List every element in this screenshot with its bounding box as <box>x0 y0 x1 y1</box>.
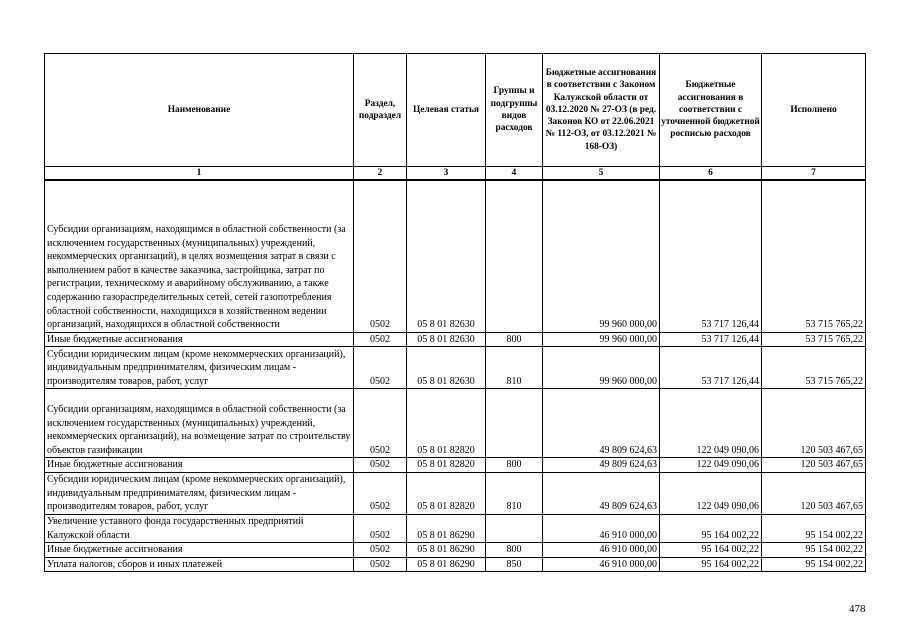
row-executed: 95 154 002,22 <box>762 557 866 572</box>
row-article: 05 8 01 82630 <box>407 347 486 389</box>
row-executed: 120 503 467,65 <box>762 389 866 458</box>
row-name: Иные бюджетные ассигнования <box>45 458 354 473</box>
row-name: Субсидии организациям, находящимся в областной собственности (за исключением государственных (муниципальных) учреждений, некоммерческих организаций), в целях возмещения затрат в связи с выполнением работ в качестве заказчика, застройщика, затрат по регистрации, техническому и аварийному обслуживанию, а также содержанию газораспределительных сетей, сетей газопотребления областной собственности, находящихся в хозяйственном ведении организаций, находящихся в областной собственности <box>45 180 354 332</box>
header-name: Наименование <box>45 54 354 167</box>
table-row <box>45 180 866 332</box>
row-name: Иные бюджетные ассигнования <box>45 332 354 347</box>
row-article: 05 8 01 86290 <box>407 514 486 542</box>
row-section: 0502 <box>354 180 407 332</box>
table-row <box>45 458 866 473</box>
row-refined-amount: 122 049 090,06 <box>660 389 762 458</box>
row-section: 0502 <box>354 472 407 514</box>
row-law-amount: 49 809 624,63 <box>543 389 660 458</box>
header-expense-group: Группы и подгруппы видов расходов <box>486 54 543 167</box>
row-section: 0502 <box>354 389 407 458</box>
row-section: 0502 <box>354 543 407 558</box>
row-section: 0502 <box>354 332 407 347</box>
column-number: 1 <box>45 167 354 181</box>
row-group <box>486 180 543 332</box>
row-executed: 53 715 765,22 <box>762 347 866 389</box>
table-row <box>45 514 866 542</box>
row-law-amount: 99 960 000,00 <box>543 180 660 332</box>
row-refined-amount: 95 164 002,22 <box>660 543 762 558</box>
row-refined-amount: 53 717 126,44 <box>660 332 762 347</box>
header-row <box>45 54 866 167</box>
row-refined-amount: 95 164 002,22 <box>660 557 762 572</box>
row-executed: 95 154 002,22 <box>762 543 866 558</box>
row-article: 05 8 01 82630 <box>407 180 486 332</box>
row-group: 810 <box>486 472 543 514</box>
row-refined-amount: 122 049 090,06 <box>660 472 762 514</box>
row-law-amount: 99 960 000,00 <box>543 347 660 389</box>
row-law-amount: 49 809 624,63 <box>543 458 660 473</box>
table-row <box>45 332 866 347</box>
table-row <box>45 543 866 558</box>
table-row <box>45 389 866 458</box>
row-name: Уплата налогов, сборов и иных платежей <box>45 557 354 572</box>
row-article: 05 8 01 86290 <box>407 543 486 558</box>
header-refined-allocation: Бюджетные ассигнования в соответствии с уточненной бюджетной росписью расходов <box>660 54 762 167</box>
row-section: 0502 <box>354 514 407 542</box>
row-group: 850 <box>486 557 543 572</box>
row-section: 0502 <box>354 347 407 389</box>
row-group <box>486 514 543 542</box>
row-name: Субсидии юридическим лицам (кроме некоммерческих организаций), индивидуальным предпринимателям, физическим лицам - производителям товаров, работ, услуг <box>45 347 354 389</box>
row-executed: 53 715 765,22 <box>762 332 866 347</box>
row-refined-amount: 122 049 090,06 <box>660 458 762 473</box>
row-group: 800 <box>486 458 543 473</box>
row-name: Субсидии организациям, находящимся в областной собственности (за исключением государственных (муниципальных) учреждений, некоммерческих организаций), на возмещение затрат по строительству объектов газификации <box>45 389 354 458</box>
column-number: 3 <box>407 167 486 181</box>
row-group: 810 <box>486 347 543 389</box>
row-law-amount: 46 910 000,00 <box>543 543 660 558</box>
row-section: 0502 <box>354 458 407 473</box>
row-law-amount: 49 809 624,63 <box>543 472 660 514</box>
column-number: 2 <box>354 167 407 181</box>
row-group <box>486 389 543 458</box>
page-number: 478 <box>849 603 866 615</box>
table-row <box>45 472 866 514</box>
table-row <box>45 557 866 572</box>
row-executed: 120 503 467,65 <box>762 472 866 514</box>
column-number: 5 <box>543 167 660 181</box>
header-target-article: Целевая статья <box>407 54 486 167</box>
row-name: Увеличение уставного фонда государственных предприятий Калужской области <box>45 514 354 542</box>
row-executed: 95 154 002,22 <box>762 514 866 542</box>
row-article: 05 8 01 82630 <box>407 332 486 347</box>
row-group: 800 <box>486 332 543 347</box>
header-law-allocation: Бюджетные ассигнования в соответствии с Законом Калужской области от 03.12.2020 № 27-ОЗ (в ред. Законов КО от 22.06.2021 № 112-ОЗ, от 03.12.2021 № 168-ОЗ) <box>543 54 660 167</box>
row-name: Субсидии юридическим лицам (кроме некоммерческих организаций), индивидуальным предпринимателям, физическим лицам - производителям товаров, работ, услуг <box>45 472 354 514</box>
row-refined-amount: 53 717 126,44 <box>660 347 762 389</box>
row-article: 05 8 01 82820 <box>407 458 486 473</box>
row-law-amount: 46 910 000,00 <box>543 557 660 572</box>
row-article: 05 8 01 86290 <box>407 557 486 572</box>
column-number: 4 <box>486 167 543 181</box>
row-refined-amount: 95 164 002,22 <box>660 514 762 542</box>
row-law-amount: 99 960 000,00 <box>543 332 660 347</box>
row-law-amount: 46 910 000,00 <box>543 514 660 542</box>
column-number: 6 <box>660 167 762 181</box>
header-section: Раздел, подраздел <box>354 54 407 167</box>
header-executed: Исполнено <box>762 54 866 167</box>
budget-table <box>44 53 866 572</box>
column-number-row <box>45 167 866 181</box>
column-number: 7 <box>762 167 866 181</box>
row-article: 05 8 01 82820 <box>407 389 486 458</box>
row-group: 800 <box>486 543 543 558</box>
row-refined-amount: 53 717 126,44 <box>660 180 762 332</box>
row-article: 05 8 01 82820 <box>407 472 486 514</box>
table-row <box>45 347 866 389</box>
row-executed: 120 503 467,65 <box>762 458 866 473</box>
row-executed: 53 715 765,22 <box>762 180 866 332</box>
row-name: Иные бюджетные ассигнования <box>45 543 354 558</box>
row-section: 0502 <box>354 557 407 572</box>
